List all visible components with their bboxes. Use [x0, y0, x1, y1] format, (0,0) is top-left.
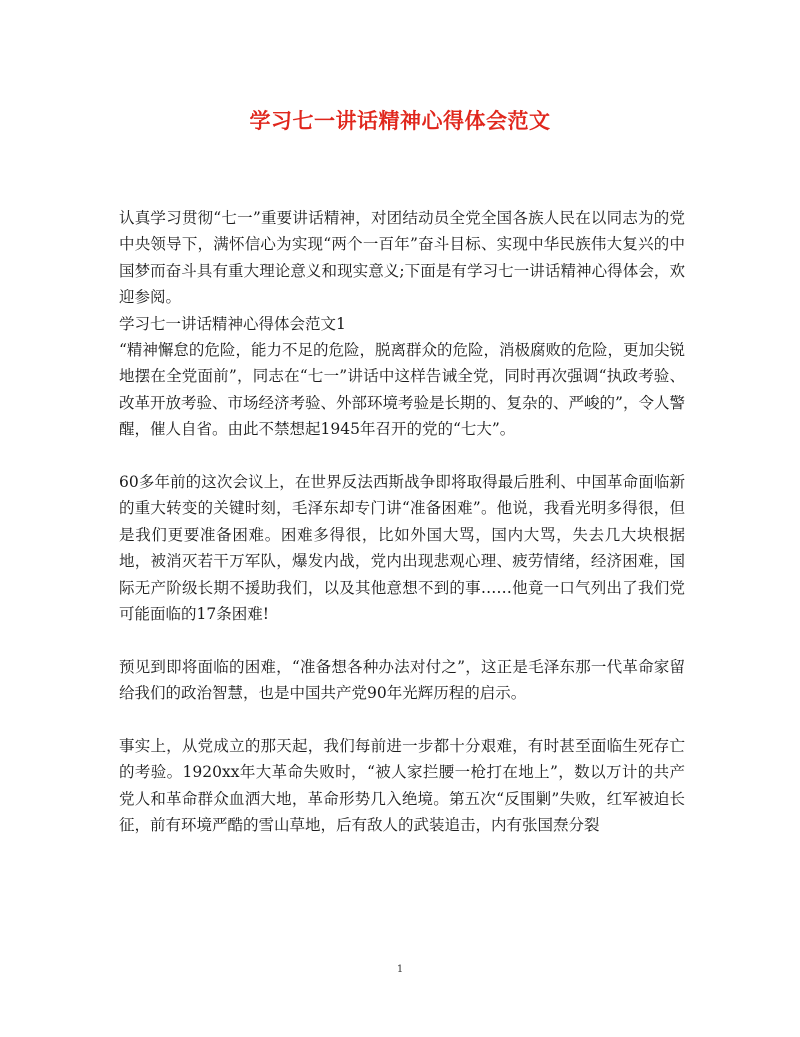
- intro-paragraph: 认真学习贯彻“七一”重要讲话精神，对团结动员全党全国各族人民在以同志为的党中央领导下，满怀信心为实现“两个一百年”奋斗目标、实现中华民族伟大复兴的中国梦而奋斗具有重大理论意义和现实意义;下面是有学习七一讲话精神心得体会，欢迎参阅。: [119, 209, 685, 307]
- body-paragraph: “精神懈怠的危险，能力不足的危险，脱离群众的危险，消极腐败的危险，更加尖锐地摆在全党面前”，同志在“七一”讲话中这样告诫全党，同时再次强调“执政考验、改革开放考验、市场经济考验、外部环境考验是长期的、复杂的、严峻的”，令人警醒，催人自省。由此不禁想起1945年召开的党的“七大”。: [119, 341, 685, 439]
- body-paragraph: 60多年前的这次会议上，在世界反法西斯战争即将取得最后胜利、中国革命面临新的重大转变的关键时刻，毛泽东却专门讲“准备困难”。他说，我看光明多得很，但是我们更要准备困难。困难多得很，比如外国大骂，国内大骂，失去几大块根据地，被消灭若干万军队，爆发内战，党内出现悲观心理、疲劳情绪，经济困难，国际无产阶级长期不援助我们，以及其他意想不到的事……他竟一口气列出了我们党可能面临的17条困难!: [119, 473, 685, 624]
- section-heading: 学习七一讲话精神心得体会范文1: [119, 314, 346, 333]
- body-paragraph: 预见到即将面临的困难，“准备想各种办法对付之”，这正是毛泽东那一代革命家留给我们的政治智慧，也是中国共产党90年光辉历程的启示。: [119, 657, 685, 703]
- paragraph-gap: [119, 627, 685, 653]
- document-body: [119, 205, 685, 839]
- paragraph-gap: [119, 707, 685, 733]
- body-paragraph: 事实上，从党成立的那天起，我们每前进一步都十分艰难，有时甚至面临生死存亡的考验。1920xx年大革命失败时，“被人家拦腰一枪打在地上”，数以万计的共产党人和革命群众血洒大地，革命形势几入绝境。第五次“反围剿”失败，红军被迫长征，前有环境严酷的雪山草地，后有敌人的武装追击，内有张国焘分裂: [119, 737, 685, 835]
- page-number: 1: [396, 964, 404, 975]
- paragraph-gap: [119, 443, 685, 469]
- document-title: 学习七一讲话精神心得体会范文: [249, 108, 551, 133]
